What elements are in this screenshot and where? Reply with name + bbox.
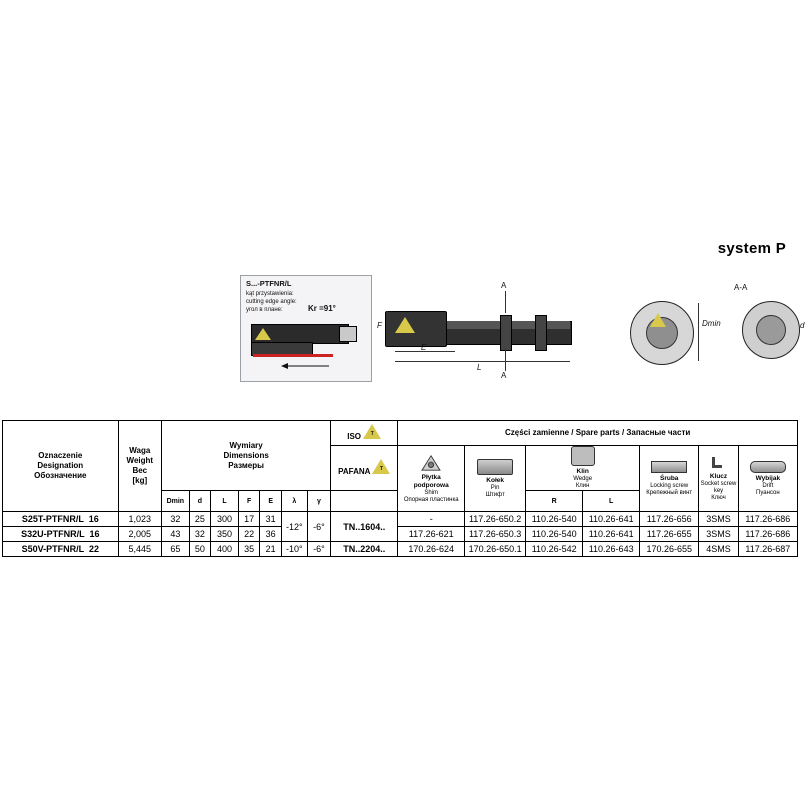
- dim-label-d: d: [800, 321, 805, 330]
- cell-designation: [3, 527, 119, 542]
- header-spare-parts: Części zamienne / Spare parts / Запасные части: [398, 421, 798, 446]
- section-insert-icon: [650, 313, 666, 327]
- cell-drift: 117.26-687: [738, 542, 797, 557]
- end-view-inner: [756, 315, 786, 345]
- cell-lambda: -12°: [281, 512, 307, 542]
- key-label-en: Socket screw: [700, 481, 737, 487]
- screw-label-ru: Крепежный винт: [646, 489, 693, 496]
- cell-weight: 2,005: [118, 527, 161, 542]
- cell-weight: 1,023: [118, 512, 161, 527]
- dim-line-A2: [505, 349, 506, 371]
- cutting-angle-note: [240, 275, 372, 382]
- cell-E: 21: [260, 542, 282, 557]
- designation-size: 16: [89, 529, 100, 539]
- pin-label-ru: Штифт: [485, 491, 505, 498]
- table-row[interactable]: [3, 542, 798, 557]
- dim-header-L: L: [211, 491, 239, 512]
- wedge-sub-l: L: [583, 491, 640, 512]
- dim-line-A1: [505, 291, 506, 313]
- header-dimensions-pl: Wymiary: [229, 440, 263, 450]
- cell-designation: [3, 512, 119, 527]
- header-iso: [331, 421, 398, 446]
- key-label-en2: key: [713, 488, 724, 494]
- pin-icon: [477, 459, 513, 475]
- dim-label-L: L: [477, 363, 482, 372]
- cell-drift: 117.26-686: [738, 527, 797, 542]
- cell-designation: [3, 542, 119, 557]
- cell-wedge-l: 110.26-641: [583, 512, 640, 527]
- designation-text: S25T-PTFNR/L: [21, 514, 84, 524]
- cell-F: 22: [238, 527, 260, 542]
- cell-d: 32: [189, 527, 211, 542]
- header-designation: [3, 421, 119, 512]
- end-view: [734, 283, 808, 375]
- cell-gamma: -6°: [307, 512, 331, 542]
- header-dimensions-en: Dimensions: [223, 450, 269, 460]
- iso-triangle-icon: T: [363, 424, 381, 439]
- cell-E: 31: [260, 512, 282, 527]
- part-key-header: [699, 446, 738, 512]
- tool-collar-2: [535, 315, 547, 351]
- note-collar: [339, 326, 357, 342]
- wedge-label-ru: Клин: [575, 483, 590, 489]
- cell-L: 350: [211, 527, 239, 542]
- wedge-icon: [571, 446, 595, 466]
- cell-E: 36: [260, 527, 282, 542]
- header-pafana-label: PAFANA: [338, 467, 371, 476]
- dim-label-section: A-A: [734, 283, 748, 292]
- dim-header-gamma: γ: [307, 491, 331, 512]
- dim-label-A-top: A: [501, 281, 507, 290]
- header-weight: [118, 421, 161, 512]
- cell-screw: 117.26-656: [640, 512, 699, 527]
- cell-key: 4SMS: [699, 542, 738, 557]
- cell-d: 50: [189, 542, 211, 557]
- drift-icon: [750, 461, 786, 473]
- pin-label-pl: Kołek: [486, 476, 504, 484]
- note-line-2: cutting edge angle:: [246, 299, 297, 305]
- cell-key: 3SMS: [699, 527, 738, 542]
- technical-diagram: [240, 275, 805, 395]
- header-weight-en: Weight: [126, 456, 154, 465]
- header-weight-ru: Вес: [132, 466, 148, 475]
- shim-icon: [420, 454, 442, 472]
- cell-gamma: -6°: [307, 542, 331, 557]
- designation-size: 16: [88, 514, 99, 524]
- header-designation-pl: Oznaczenie: [38, 451, 83, 460]
- cell-screw: 117.26-655: [640, 527, 699, 542]
- screw-label-pl: Śruba: [660, 474, 679, 482]
- dim-line-L: [395, 361, 570, 362]
- key-label-pl: Klucz: [709, 473, 728, 480]
- cell-pin: 117.26-650.2: [465, 512, 526, 527]
- screw-label-en: Locking screw: [650, 482, 689, 489]
- dim-line-Dmin: [698, 303, 699, 361]
- designation-text: S32U-PTFNR/L: [21, 529, 85, 539]
- part-wedge-header: [526, 446, 640, 491]
- pin-label-en: Pin: [490, 484, 500, 491]
- key-icon: [709, 455, 729, 471]
- cell-weight: 5,445: [118, 542, 161, 557]
- cell-shim: 117.26-621: [398, 527, 465, 542]
- dim-header-lambda: λ: [281, 491, 307, 512]
- part-screw-header: [640, 446, 699, 512]
- cell-iso: TN..2204..: [331, 542, 398, 557]
- cell-iso: TN..1604..: [331, 512, 398, 542]
- shim-label-pl2: podporowa: [413, 481, 449, 489]
- note-title: S...-PTFNR/L: [246, 279, 292, 288]
- dim-label-E: E: [421, 343, 427, 352]
- cell-F: 17: [238, 512, 260, 527]
- cell-L: 400: [211, 542, 239, 557]
- shim-label-ru: Опорная пластинка: [403, 496, 459, 503]
- dim-header-d: d: [189, 491, 211, 512]
- designation-size: 22: [88, 544, 99, 554]
- wedge-label-pl: Klin: [576, 468, 589, 475]
- cell-dmin: 65: [162, 542, 190, 557]
- locking-screw-icon: [651, 461, 687, 473]
- insert-triangle-icon: [395, 317, 415, 333]
- cell-wedge-l: 110.26-641: [583, 527, 640, 542]
- kappa-angle-label: Kr =91°: [308, 304, 336, 313]
- cell-wedge-r: 110.26-540: [526, 512, 583, 527]
- dim-label-A-bottom: A: [501, 371, 507, 380]
- header-weight-unit: [kg]: [132, 476, 148, 485]
- drift-label-en: Drift: [762, 482, 774, 489]
- cell-screw: 170.26-655: [640, 542, 699, 557]
- cell-dmin: 43: [162, 527, 190, 542]
- wedge-label-en: Wedge: [573, 476, 593, 482]
- cell-lambda: -10°: [281, 542, 307, 557]
- cell-wedge-l: 110.26-643: [583, 542, 640, 557]
- header-dimensions: [162, 421, 331, 491]
- note-reference-line: [253, 354, 333, 357]
- header-weight-pl: Waga: [129, 446, 151, 455]
- part-drift-header: [738, 446, 797, 512]
- pafana-triangle-icon: T: [372, 459, 390, 474]
- system-label: system P: [717, 240, 786, 257]
- drift-label-pl: Wybijak: [755, 474, 781, 482]
- dim-header-E: E: [260, 491, 282, 512]
- cell-drift: 117.26-686: [738, 512, 797, 527]
- table-header-row-1: [3, 421, 798, 446]
- dim-line-F: [387, 311, 388, 345]
- header-designation-en: Designation: [37, 461, 84, 470]
- iso-pafana-spacer: [331, 491, 398, 512]
- part-pin-header: [465, 446, 526, 512]
- note-direction-arrow: [281, 362, 331, 370]
- cell-wedge-r: 110.26-540: [526, 527, 583, 542]
- section-view: [620, 283, 740, 388]
- cell-dmin: 32: [162, 512, 190, 527]
- cell-L: 300: [211, 512, 239, 527]
- header-designation-ru: Обозначение: [34, 471, 87, 480]
- wedge-sub-r: R: [526, 491, 583, 512]
- cell-wedge-r: 110.26-542: [526, 542, 583, 557]
- tool-collar-1: [500, 315, 512, 351]
- cell-F: 35: [238, 542, 260, 557]
- side-view: [377, 281, 605, 385]
- cell-pin: 170.26-650.1: [465, 542, 526, 557]
- cell-d: 25: [189, 512, 211, 527]
- header-pafana: [331, 446, 398, 491]
- cell-key: 3SMS: [699, 512, 738, 527]
- cell-pin: 117.26-650.3: [465, 527, 526, 542]
- note-insert-icon: [255, 328, 271, 340]
- dim-label-F: F: [377, 321, 382, 330]
- note-line-3: угол в плане:: [246, 307, 283, 313]
- cell-shim: -: [398, 512, 465, 527]
- table-row[interactable]: [3, 512, 798, 527]
- dim-header-dmin: Dmin: [162, 491, 190, 512]
- header-dimensions-ru: Размеры: [228, 460, 264, 470]
- cell-shim: 170.26-624: [398, 542, 465, 557]
- note-line-1: kąt przystawienia:: [246, 291, 294, 297]
- shim-label-en: Shim: [424, 489, 439, 496]
- part-shim-header: [398, 446, 465, 512]
- dim-header-F: F: [238, 491, 260, 512]
- shim-label-pl: Płytka: [421, 473, 441, 481]
- designation-text: S50V-PTFNR/L: [21, 544, 84, 554]
- dim-label-Dmin: Dmin: [702, 319, 721, 328]
- table-row[interactable]: [3, 527, 798, 542]
- specification-table: [2, 420, 798, 557]
- header-iso-label: ISO: [347, 432, 362, 441]
- drift-label-ru: Пуансон: [756, 489, 780, 496]
- key-label-ru: Ключ: [711, 495, 726, 501]
